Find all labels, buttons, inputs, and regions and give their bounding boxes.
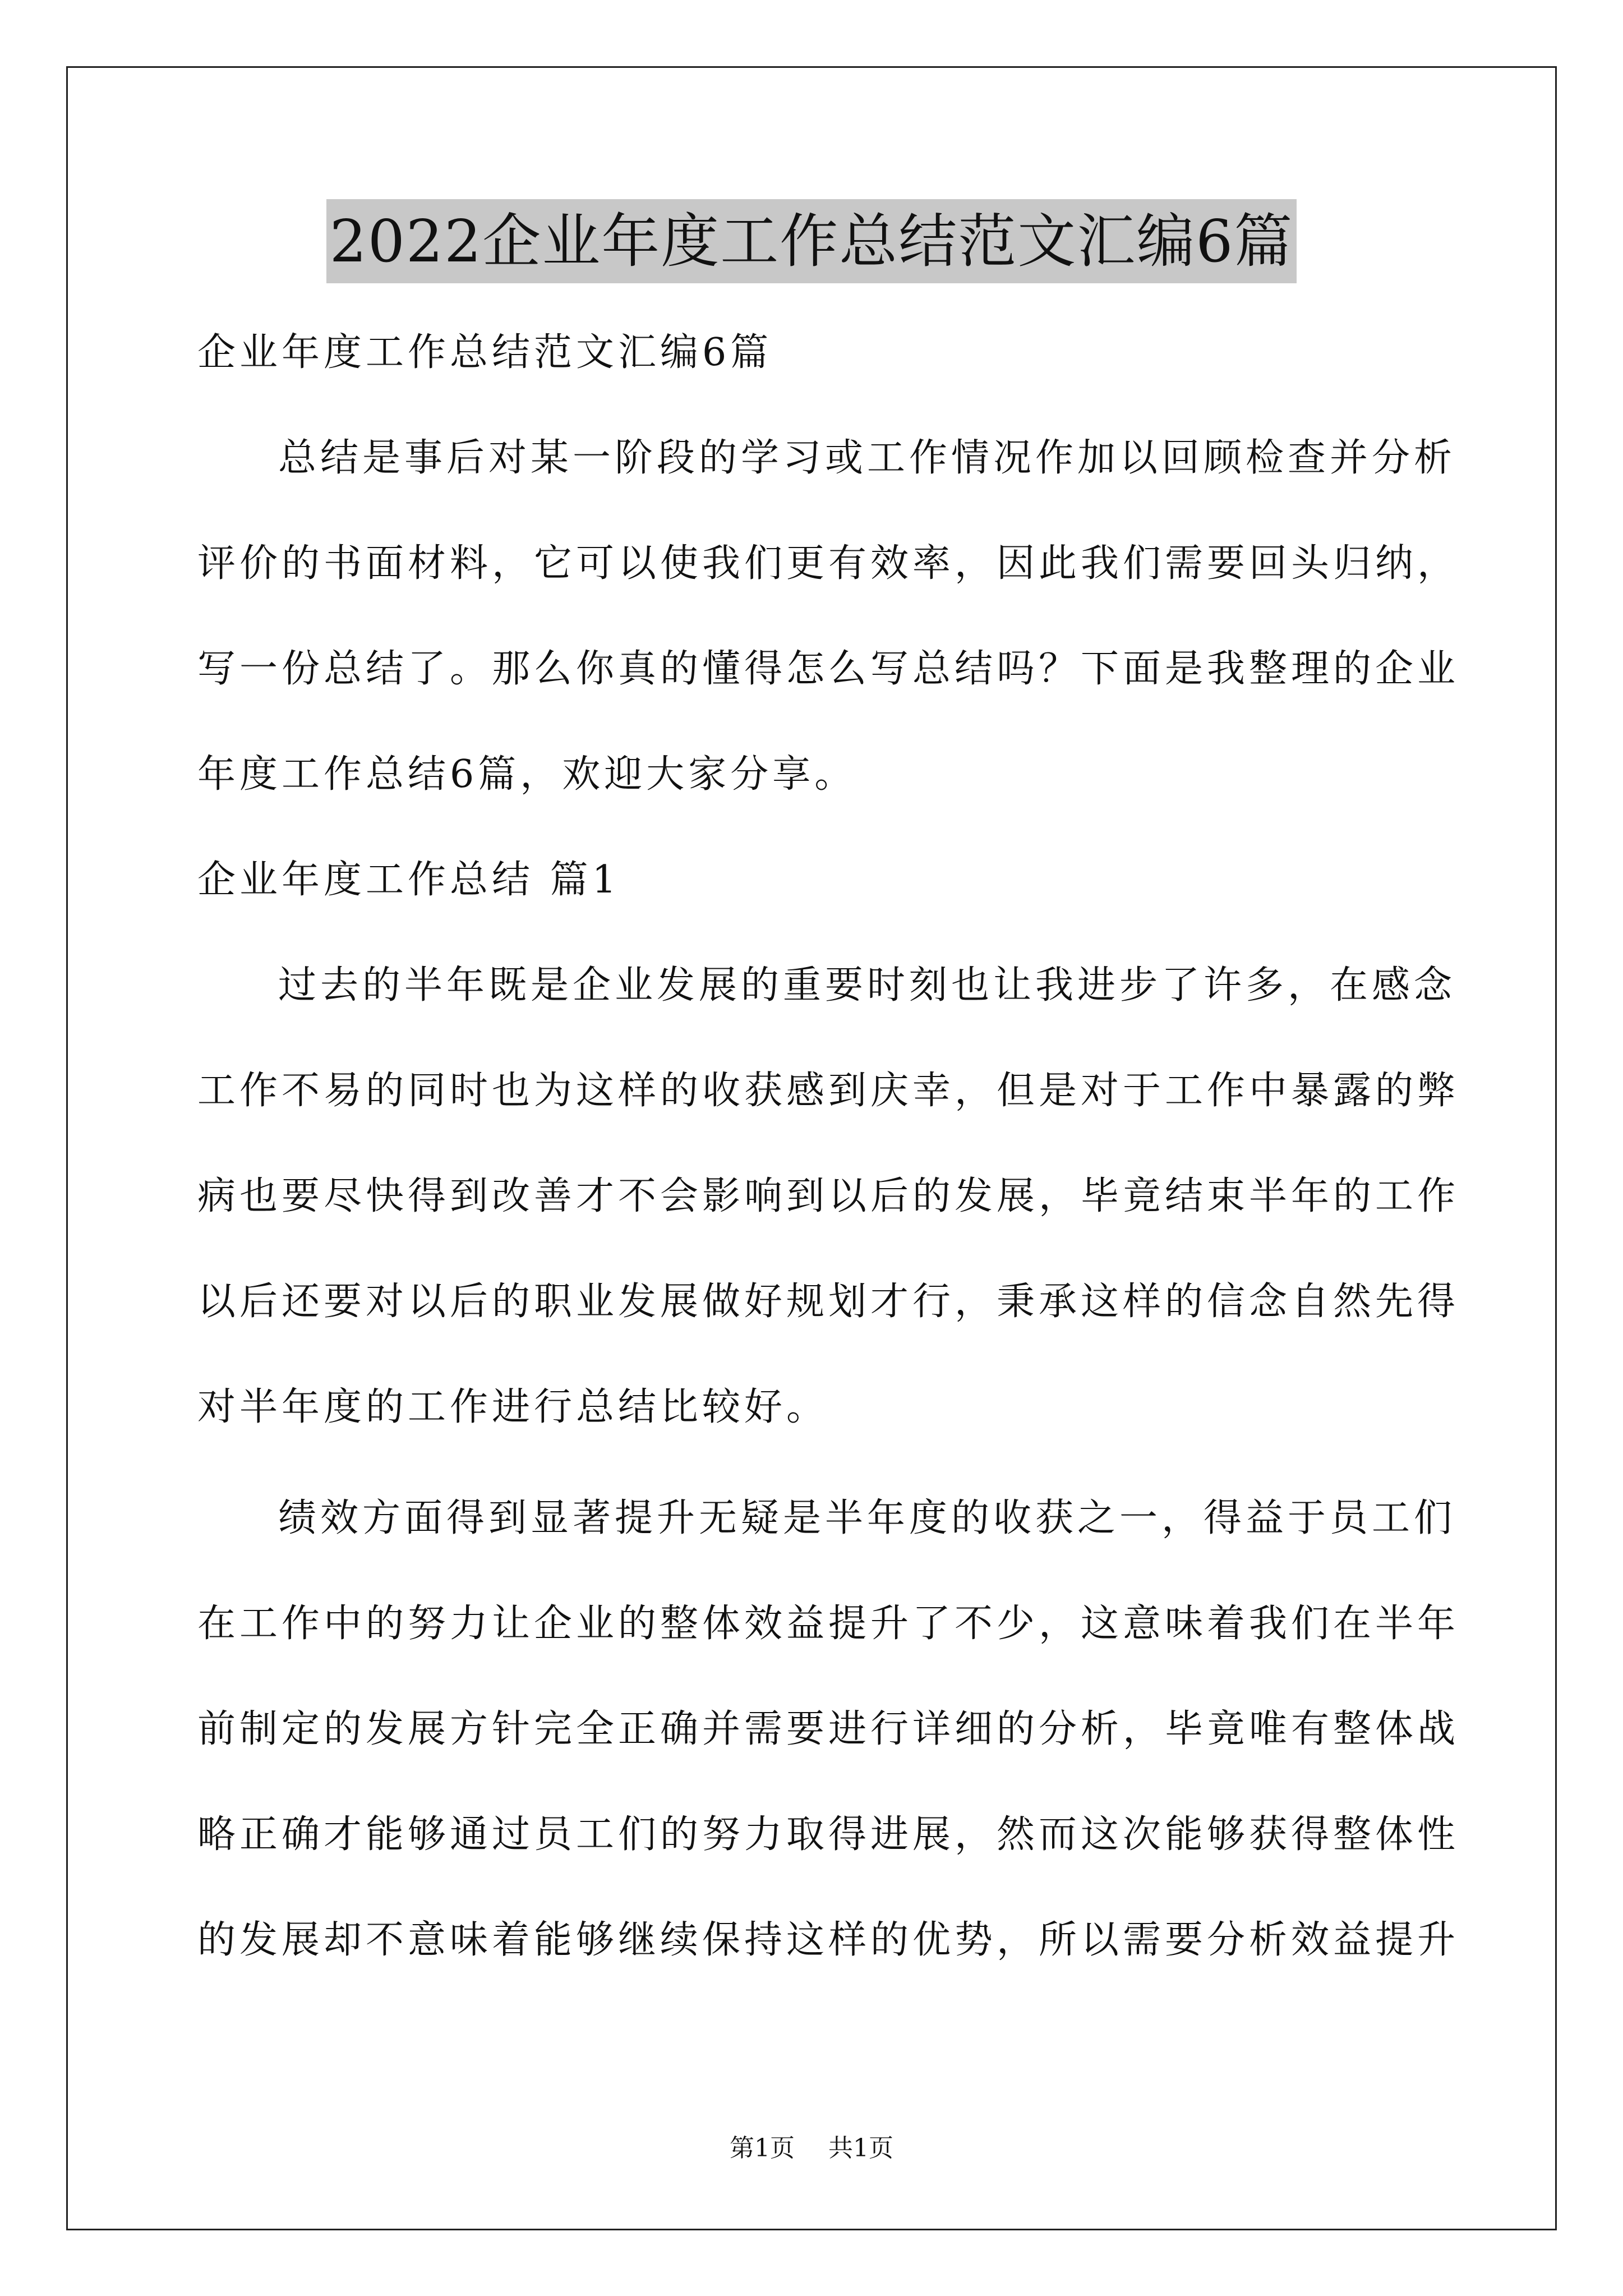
paragraph-line: 略正确才能够通过员工们的努力取得进展，然而这次能够获得整体性 <box>197 1812 1460 1857</box>
intro-line: 评价的书面材料，它可以使我们更有效率，因此我们需要回头归纳， <box>197 541 1460 586</box>
intro-paragraph <box>197 406 1460 827</box>
intro-line: 总结是事后对某一阶段的学习或工作情况作加以回顾检查并分析 <box>278 436 1456 480</box>
page-footer <box>0 2132 1623 2165</box>
paragraph-2 <box>197 1466 1460 1993</box>
intro-line: 年度工作总结6篇，欢迎大家分享。 <box>197 752 857 797</box>
document-body <box>197 300 1460 1993</box>
paragraph-line: 工作不易的同时也为这样的收获感到庆幸，但是对于工作中暴露的弊 <box>197 1069 1460 1113</box>
paragraph-line: 过去的半年既是企业发展的重要时刻也让我进步了许多，在感念 <box>278 963 1456 1007</box>
paragraph-1 <box>197 933 1460 1460</box>
paragraph-line: 在工作中的努力让企业的整体效益提升了不少，这意味着我们在半年 <box>197 1602 1460 1646</box>
paragraph-line: 绩效方面得到显著提升无疑是半年度的收获之一，得益于员工们 <box>278 1496 1456 1540</box>
page-total: 共1页 <box>828 2134 893 2162</box>
document-title: 2022企业年度工作总结范文汇编6篇 <box>326 199 1297 283</box>
paragraph-line: 以后还要对以后的职业发展做好规划才行，秉承这样的信念自然先得 <box>197 1280 1460 1324</box>
paragraph-line: 的发展却不意味着能够继续保持这样的优势，所以需要分析效益提升 <box>197 1918 1460 1962</box>
paragraph-line: 对半年度的工作进行总结比较好。 <box>197 1385 829 1429</box>
intro-line: 写一份总结了。那么你真的懂得怎么写总结吗？下面是我整理的企业 <box>197 647 1460 691</box>
paragraph-line: 病也要尽快得到改善才不会影响到以后的发展，毕竟结束半年的工作 <box>197 1174 1460 1218</box>
paragraph-line: 前制定的发展方针完全正确并需要进行详细的分析，毕竟唯有整体战 <box>197 1707 1460 1751</box>
title-block <box>0 199 1623 283</box>
document-subtitle: 企业年度工作总结范文汇编6篇 <box>197 330 773 375</box>
page-number: 第1页 <box>730 2134 795 2162</box>
section-heading: 企业年度工作总结 篇1 <box>197 858 620 902</box>
